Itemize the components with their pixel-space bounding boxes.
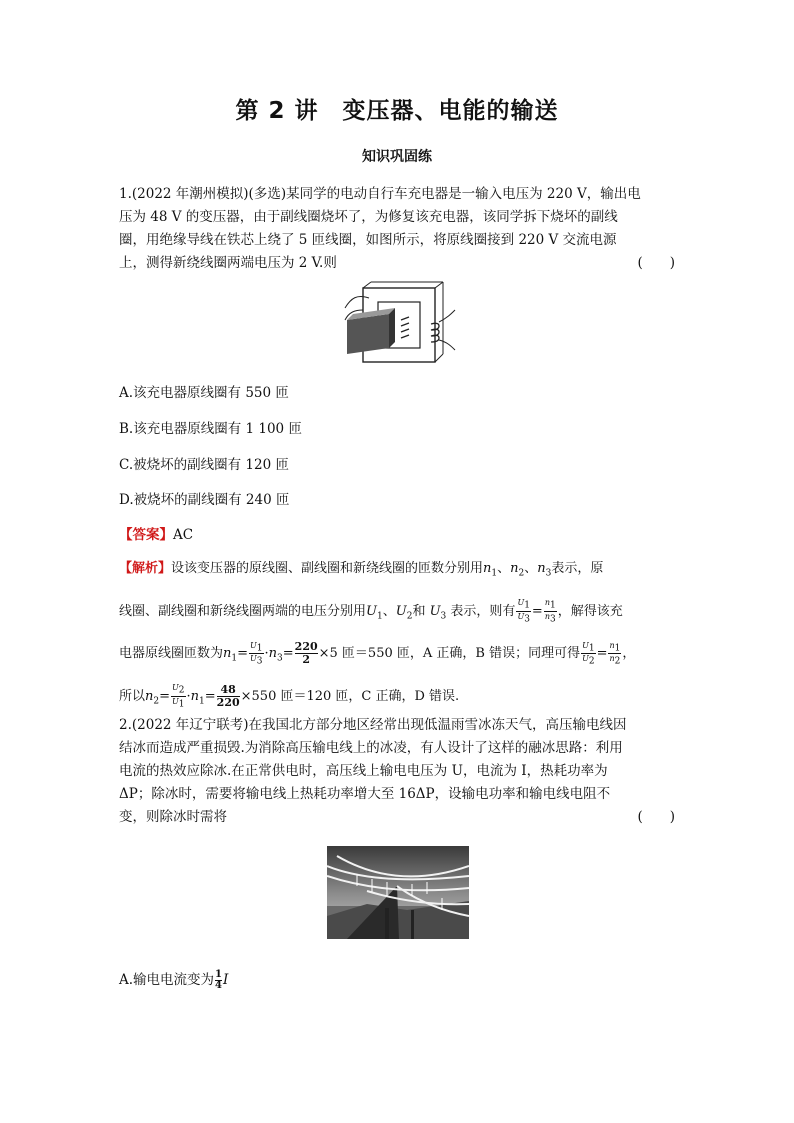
- question-2-stem: [119, 714, 675, 829]
- answer-value: AC: [173, 527, 194, 543]
- q2-line-4: ΔP；除冰时，需要将输电线上热耗功率增大至 16ΔP，设输电功率和输电线电阻不: [119, 786, 611, 802]
- section-subtitle: 知识巩固练: [362, 149, 432, 165]
- transformer-figure: [343, 280, 458, 370]
- analysis-text-3b: ×5 匝＝550 匝，A 正确，B 错误；同理可得: [318, 646, 581, 662]
- q1-option-d: D.被烧坏的副线圈有 240 匝: [119, 492, 290, 508]
- q1-option-b: B.该充电器原线圈有 1 100 匝: [119, 421, 302, 437]
- q1-answer-bracket: ( ): [637, 255, 675, 271]
- q1-analysis: [119, 550, 679, 720]
- analysis-text-2: 线圈、副线圈和新绕线圈两端的电压分别用: [119, 603, 367, 619]
- analysis-line-4: 所以$n_2=$ $\frac{U_2}{U_1}$ $\cdot n_1=$ $\frac{48}{220}$ ×550 匝＝120 匝，C 正确，D 错误.: [119, 682, 460, 710]
- analysis-text-2b: 表示，则有: [450, 603, 516, 619]
- analysis-text-3c: ，: [622, 646, 636, 662]
- q1-line-4-text: 上，测得新绕线圈两端电压为 2 V.则: [119, 255, 337, 271]
- analysis-line-2: 线圈、副线圈和新绕线圈两端的电压分别用$U_1$、$U_2$和 $U_3$ 表示，则有 $\frac{U_1}{U_3}$ = $\frac{n_1}{n_3}$ ，解得该充: [119, 598, 623, 625]
- question-1-stem: [119, 183, 675, 275]
- q1-line-3: 圈，用绝缘导线在铁芯上绕了 5 匝线圈，如图所示，将原线圈接到 220 V 交流电源: [119, 232, 617, 248]
- analysis-text-2c: ，解得该充: [557, 603, 623, 619]
- analysis-tag: 【解析】: [119, 561, 172, 576]
- analysis-text-1: 设该变压器的原线圈、副线圈和新绕线圈的匝数分别用: [171, 561, 484, 576]
- page-title: 第 2 讲 变压器、电能的输送: [235, 98, 559, 124]
- answer-tag: 【答案】: [119, 527, 173, 543]
- q1-answer: [119, 523, 193, 543]
- analysis-text-4: 所以: [119, 688, 146, 704]
- q1-option-a: A.该充电器原线圈有 550 匝: [119, 385, 289, 401]
- q2-line-2: 结冰而造成严重损毁.为消除高压输电线上的冰凌，有人设计了这样的融冰思路：利用: [119, 740, 623, 756]
- q1-option-c: C.被烧坏的副线圈有 120 匝: [119, 457, 289, 473]
- analysis-text-4b: ×550 匝＝120 匝，C 正确，D 错误.: [240, 688, 460, 704]
- analysis-text-1b: 表示，原: [551, 561, 604, 576]
- analysis-line-1: 【解析】设该变压器的原线圈、副线圈和新绕线圈的匝数分别用$n_1$、$n_2$、$n_3$表示，原: [119, 561, 604, 579]
- q2-option-a: A.输电电流变为 $\frac{1}{4}$ I: [119, 969, 229, 991]
- q1-line-4: [119, 252, 675, 275]
- analysis-line-3: 电器原线圈匝数为$n_1=$ $\frac{U_1}{U_3}$ $\cdot n_3=$ $\frac{220}{2}$ ×5 匝＝550 匝，A 正确，B 错误；同理可得 $\frac{U_1}{U_2}$ = $\frac{n_1}{n_2}$ ，: [119, 640, 636, 667]
- iced-power-lines-photo: [327, 846, 469, 939]
- q2-option-a-text: A.输电电流变为: [119, 972, 215, 988]
- q2-line-3: 电流的热效应除冰.在正常供电时，高压线上输电电压为 U，电流为 I，热耗功率为: [119, 763, 608, 779]
- q2-line-5: [119, 806, 675, 829]
- q1-line-1: 1.(2022 年潮州模拟)(多选)某同学的电动自行车充电器是一输入电压为 220 V，输出电: [119, 186, 641, 202]
- q2-answer-bracket: ( ): [637, 809, 675, 825]
- q1-line-2: 压为 48 V 的变压器，由于副线圈烧坏了，为修复该充电器，该同学拆下烧坏的副线: [119, 209, 618, 225]
- q2-line-1: 2.(2022 年辽宁联考)在我国北方部分地区经常出现低温雨雪冰冻天气，高压输电线因: [119, 717, 627, 733]
- analysis-text-3: 电器原线圈匝数为: [119, 646, 224, 662]
- q2-line-5-text: 变，则除冰时需将: [119, 809, 227, 825]
